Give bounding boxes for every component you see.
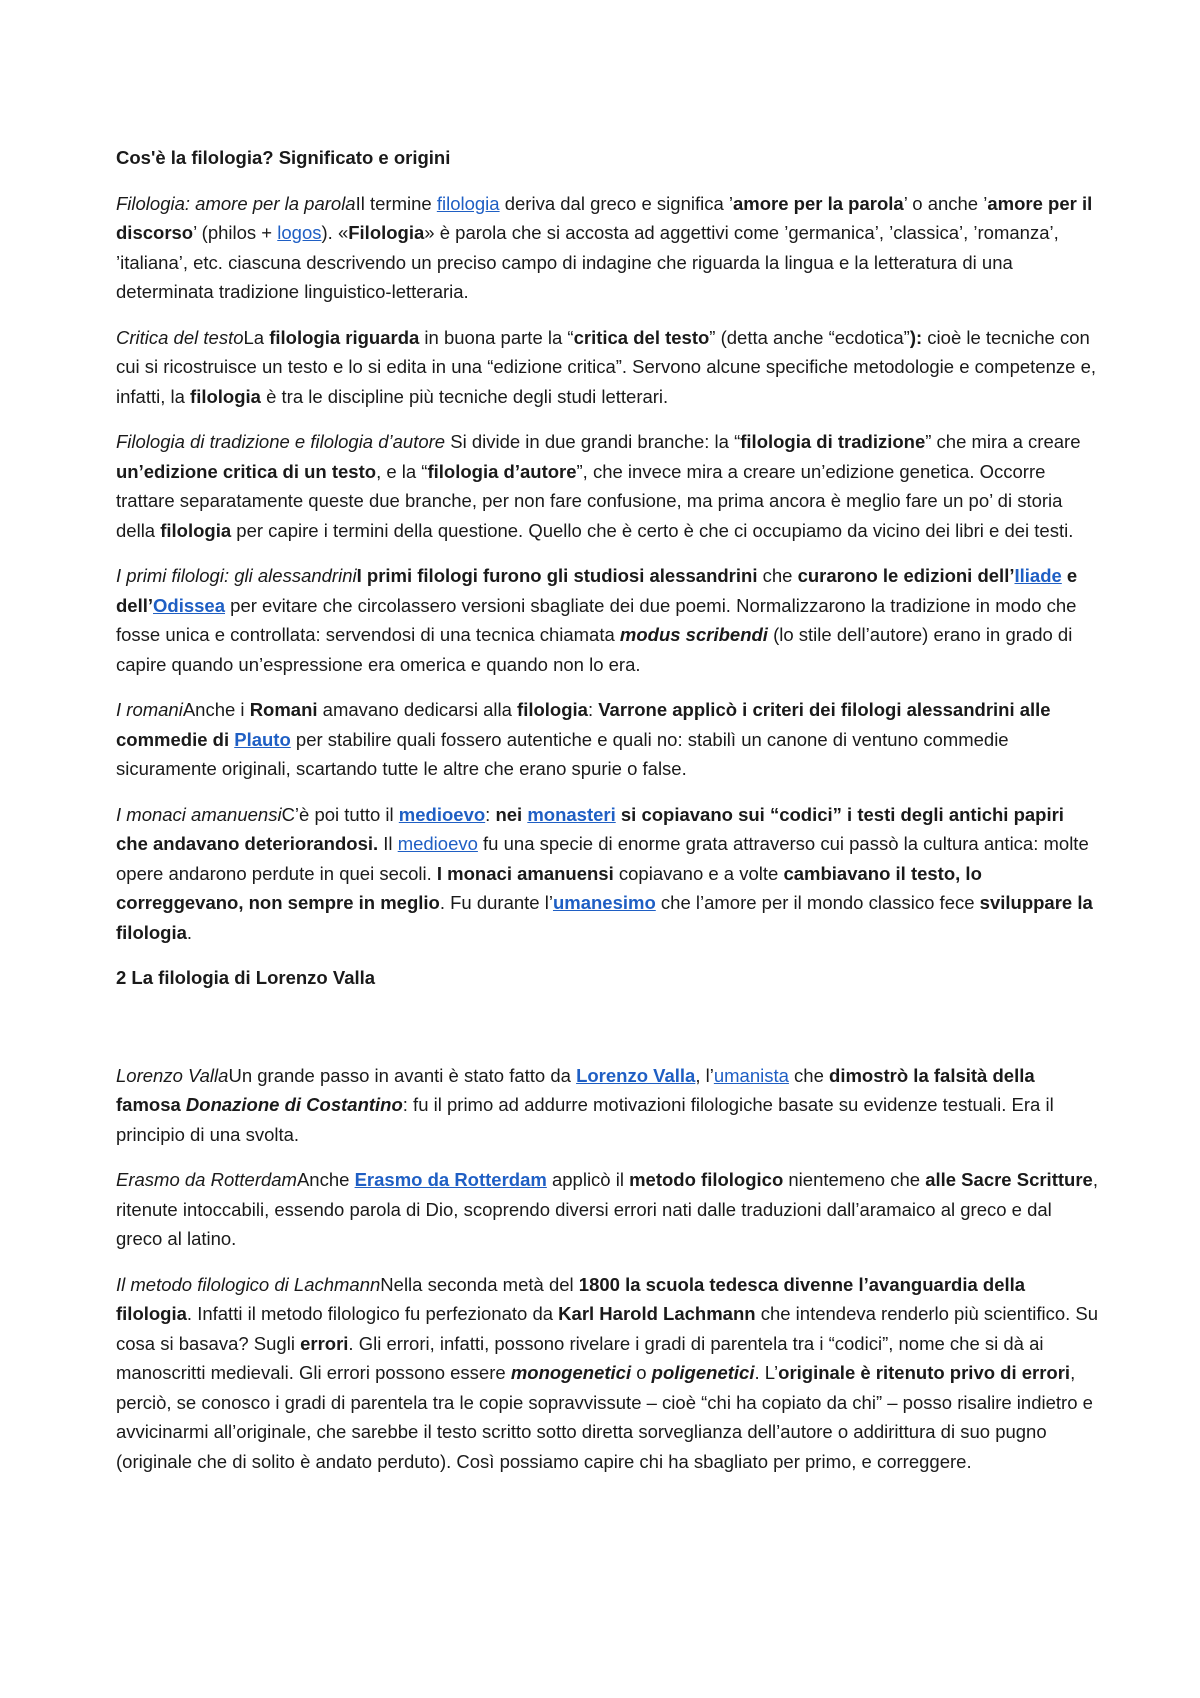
link-plauto[interactable]: Plauto [234, 728, 291, 750]
paragraph-lead: Lorenzo Valla [116, 1064, 229, 1086]
link-erasmo[interactable]: Erasmo da Rotterdam [354, 1169, 547, 1190]
paragraph-lead: I romani [116, 699, 183, 720]
link-medioevo[interactable]: medioevo [397, 833, 478, 854]
paragraph-monaci: I monaci amanuensiC’è poi tutto il medioevo: nei monasteri si copiavano sui “codici” i testi degli antichi papiri che andavano deteriorandosi. Il medioevo fu una specie di enorme grata attraverso cui passò la cultura antica: molte opere andarono perdute in quei secoli. I monaci amanuensi copiavano e a volte cambiavano il testo, lo correggevano, non sempre in meglio. Fu durante l’umanesimo che l’amore per il mondo classico fece sviluppare la filologia. [116, 803, 1093, 943]
link-iliade[interactable]: Iliade [1014, 565, 1062, 586]
paragraph-lead: I monaci amanuensi [116, 803, 282, 825]
paragraph-lead: Filologia di tradizione e filologia d’autore [116, 431, 446, 452]
link-umanesimo[interactable]: umanesimo [552, 892, 656, 913]
paragraph-lead: Critica del testo [116, 326, 244, 348]
link-monasteri[interactable]: monasteri [527, 803, 616, 825]
paragraph-erasmo: Erasmo da RotterdamAnche Erasmo da Rotterdam applicò il metodo filologico nientemeno che alle Sacre Scritture, ritenute intoccabili, essendo parola di Dio, scoprendo diversi errori nati dalle traduzioni dall’aramaico al greco e dal greco al latino. [116, 1169, 1098, 1249]
paragraph-lead: Filologia: amore per la parola [116, 192, 356, 214]
paragraph-lachmann: Il metodo filologico di LachmannNella seconda metà del 1800 la scuola tedesca divenne l’avanguardia della filologia. Infatti il metodo filologico fu perfezionato da Karl Harold Lachmann che intendeva renderlo più scientifico. Su cosa si basava? Sugli errori. Gli errori, infatti, possono rivelare i gradi di parentela tra i “codici”, nome che si dà ai manoscritti medievali. Gli errori possono essere monogenetici o poligenetici. L’originale è ritenuto privo di errori, perciò, se conosco i gradi di parentela tra le copie sopravvissute – cioè “chi ha copiato da chi” – posso risalire indietro e avvicinarmi all’originale, che sarebbe il testo scritto sotto diretta sorveglianza dell’autore o addirittura di suo pugno (originale che di solito è andato perduto). Così possiamo capire chi ha sbagliato per primo, e correggere. [116, 1273, 1099, 1472]
link-lorenzo-valla[interactable]: Lorenzo Valla [576, 1064, 696, 1086]
paragraph-filologia-amore: Filologia: amore per la parolaIl termine filologia deriva dal greco e significa ’amore per la parola’ o anche ’amore per il discorso’ (philos + logos). «Filologia» è parola che si accosta ad aggettivi come ’germanica’, ’classica’, ’romanza’, ’italiana’, etc. ciascuna descrivendo un preciso campo di indagine che riguarda la lingua e la letteratura di una determinata tradizione linguistico-letteraria. [116, 192, 1093, 302]
paragraph-lorenzo-valla: Lorenzo VallaUn grande passo in avanti è stato fatto da Lorenzo Valla, l’umanista che dimostrò la falsità della famosa Donazione di Costantino: fu il primo ad addurre motivazioni filologiche basate su evidenze testuali. Era il principio di una svolta. [116, 1064, 1054, 1145]
section-heading: 2 La filologia di Lorenzo Valla [116, 967, 376, 988]
paragraph-lead: Erasmo da Rotterdam [116, 1169, 297, 1190]
link-medioevo[interactable]: medioevo [398, 803, 486, 825]
link-logos[interactable]: logos [277, 222, 322, 243]
link-filologia[interactable]: filologia [436, 192, 500, 214]
paragraph-lead: Il metodo filologico di Lachmann [116, 1273, 381, 1295]
link-odissea[interactable]: Odissea [153, 594, 226, 616]
paragraph-tradizione-autore: Filologia di tradizione e filologia d’autore Si divide in due grandi branche: la “filologia di tradizione” che mira a creare un’edizione critica di un testo, e la “filologia d’autore”, che invece mira a creare un’edizione genetica. Occorre trattare separatamente queste due branche, per non fare confusione, ma prima ancora è meglio fare un po’ di storia della filologia per capire i termini della questione. Quello che è certo è che ci occupiamo da vicino dei libri e dei testi. [116, 431, 1081, 541]
link-umanista[interactable]: umanista [713, 1064, 789, 1086]
paragraph-romani: I romaniAnche i Romani amavano dedicarsi alla filologia: Varrone applicò i criteri dei filologi alessandrini alle commedie di Plauto per stabilire quali fossero autentiche e quali no: stabilì un canone di ventuno commedie sicuramente originali, scartando tutte le altre che erano spurie o false. [116, 699, 1051, 779]
paragraph-alessandrini: I primi filologi: gli alessandriniI primi filologi furono gli studiosi alessandrini che curarono le edizioni dell’Iliade e dell’Odissea per evitare che circolassero versioni sbagliate dei due poemi. Normalizzarono la tradizione in modo che fosse unica e controllata: servendosi di una tecnica chiamata modus scribendi (lo stile dell’autore) erano in grado di capire quando un’espressione era omerica e quando non lo era. [116, 565, 1078, 675]
document-title: Cos'è la filologia? Significato e origini [116, 147, 451, 168]
blank-line [116, 1009, 1100, 1061]
paragraph-lead: I primi filologi: gli alessandrini [116, 565, 357, 586]
paragraph-critica-testo: Critica del testoLa filologia riguarda in buona parte la “critica del testo” (detta anche “ecdotica”): cioè le tecniche con cui si ricostruisce un testo e lo si edita in una “edizione critica”. Servono alcune specifiche metodologie e competenze e, infatti, la filologia è tra le discipline più tecniche degli studi letterari. [116, 326, 1096, 407]
